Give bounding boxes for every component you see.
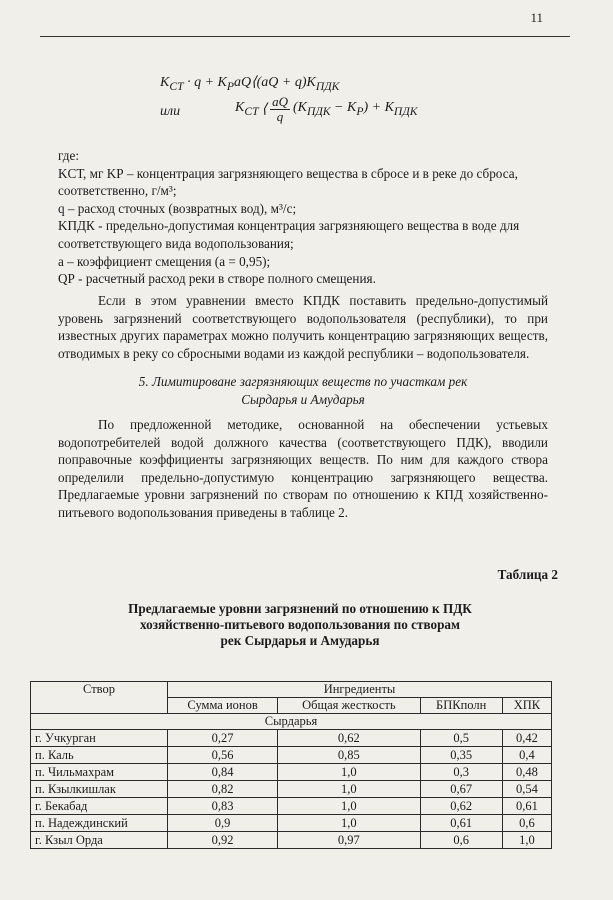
table-title-line: хозяйственно-питьевого водопользования по створам [140, 617, 460, 632]
value-cell: 0,62 [278, 730, 420, 747]
paragraph-text: Если в этом уравнении вместо KПДК поставить предельно-допустимый уровень загрязнений соответствующего водопользователя (республики), то при известных других параметрах можно получить концентрацию загрязняющих веществ, отводимых в реку со сбросными водами из каждой республики – водопользователя. [58, 293, 548, 361]
value-cell: 0,62 [420, 798, 502, 815]
table-row [31, 730, 552, 747]
value-cell: 0,4 [502, 747, 551, 764]
station-cell: п. Каль [31, 747, 168, 764]
header-rule [40, 36, 570, 37]
formula-inequality-1 [160, 74, 339, 93]
value-cell: 0,82 [168, 781, 278, 798]
formula-inequality-2 [235, 95, 418, 123]
paragraph-text: По предложенной методике, основанной на обеспечении устьевых водопотребителей водой должного качества (соответствующего ПДК), вводили поправочные коэффициенты загрязняющих веществ. По ним для каждого створа определили предельно-допустимую концентрацию загрязняющего вещества. Предлагаемые уровни загрязнений по створам по отношению к КПД хозяйственно-питьевого водопользования приведены в таблице 2. [58, 417, 548, 520]
table-title-line: Предлагаемые уровни загрязнений по отношению к ПДК [128, 601, 472, 616]
formula-term: ⟨ [261, 101, 268, 117]
station-cell: г. Учкурган [31, 730, 168, 747]
section-title [58, 373, 548, 408]
value-cell: 1,0 [502, 832, 551, 849]
value-cell: 0,42 [502, 730, 551, 747]
definition-line: где: [58, 148, 79, 163]
formula-term: · q + K [187, 75, 227, 90]
value-cell: 0,61 [502, 798, 551, 815]
definition-line: соответствующего вида водопользования; [58, 235, 294, 251]
table-section-label: Сырдарья [31, 714, 552, 730]
value-cell: 0,48 [502, 764, 551, 781]
value-cell: 1,0 [278, 764, 420, 781]
value-cell: 0,84 [168, 764, 278, 781]
definitions-block [58, 147, 548, 288]
table-row [31, 798, 552, 815]
column-header: Сумма ионов [168, 698, 278, 714]
value-cell: 0,97 [278, 832, 420, 849]
value-cell: 0,85 [278, 747, 420, 764]
column-header: ХПК [502, 698, 551, 714]
value-cell: 0,67 [420, 781, 502, 798]
table-title [80, 601, 520, 649]
value-cell: 0,9 [168, 815, 278, 832]
formula-fraction [270, 95, 290, 123]
header-ingredients: Ингредиенты [168, 682, 552, 698]
fraction-denominator: q [276, 108, 284, 124]
value-cell: 0,27 [168, 730, 278, 747]
table-title-line: рек Сырдарья и Амударья [220, 633, 380, 648]
value-cell: 0,6 [502, 815, 551, 832]
value-cell: 1,0 [278, 781, 420, 798]
section-title-line: 5. Лимитироване загрязняющих веществ по участкам рек [138, 374, 468, 389]
table-label: Таблица 2 [497, 567, 558, 582]
formula-term: aQ⟨(aQ + q)K [234, 75, 316, 90]
table-row [31, 764, 552, 781]
station-cell: п. Кзылкишлак [31, 781, 168, 798]
formula-term: K [160, 75, 170, 90]
formula-or-label: или [160, 104, 181, 119]
value-cell: 0,83 [168, 798, 278, 815]
table-row [31, 832, 552, 849]
value-cell: 1,0 [278, 815, 420, 832]
column-header: Общая жесткость [278, 698, 420, 714]
header-station: Створ [31, 682, 168, 714]
data-table [30, 681, 552, 849]
definition-line: q – расход сточных (возвратных вод), м³/с; [58, 200, 297, 216]
formula-subscript: ПДК [315, 79, 340, 93]
definition-line: соответственно, г/м³; [58, 183, 177, 199]
value-cell: 1,0 [278, 798, 420, 815]
formula-subscript: P [226, 79, 235, 93]
formula-subscript: СТ [169, 79, 184, 93]
paragraph-2 [58, 416, 548, 522]
formula-term: $K_{СТ}$ [235, 100, 259, 119]
value-cell: 0,35 [420, 747, 502, 764]
station-cell: п. Надеждинский [31, 815, 168, 832]
definition-line: KПДК - предельно-допустимая концентрация загрязняющего вещества в воде для [58, 218, 520, 234]
value-cell: 0,54 [502, 781, 551, 798]
column-header: БПКполн [420, 698, 502, 714]
formula-term: $(K_{ПДК} - K_P) + K_{ПДК}$ [292, 100, 418, 119]
paragraph-1 [58, 292, 548, 362]
value-cell: 0,92 [168, 832, 278, 849]
page-number: 11 [530, 10, 543, 25]
station-cell: г. Кзыл Орда [31, 832, 168, 849]
fraction-numerator: aQ [272, 94, 288, 109]
station-cell: г. Бекабад [31, 798, 168, 815]
value-cell: 0,5 [420, 730, 502, 747]
value-cell: 0,61 [420, 815, 502, 832]
value-cell: 0,6 [420, 832, 502, 849]
value-cell: 0,3 [420, 764, 502, 781]
table-row [31, 815, 552, 832]
definition-line: KСТ, мг KР – концентрация загрязняющего вещества в сбросе и в реке до сброса, [58, 165, 518, 181]
section-title-line: Сырдарья и Амударья [241, 391, 365, 407]
value-cell: 0,56 [168, 747, 278, 764]
definition-line: а – коэффициент смещения (а = 0,95); [58, 253, 271, 269]
definition-line: QР - расчетный расход реки в створе полного смещения. [58, 271, 376, 287]
table-row [31, 747, 552, 764]
station-cell: п. Чильмахрам [31, 764, 168, 781]
table-row [31, 781, 552, 798]
